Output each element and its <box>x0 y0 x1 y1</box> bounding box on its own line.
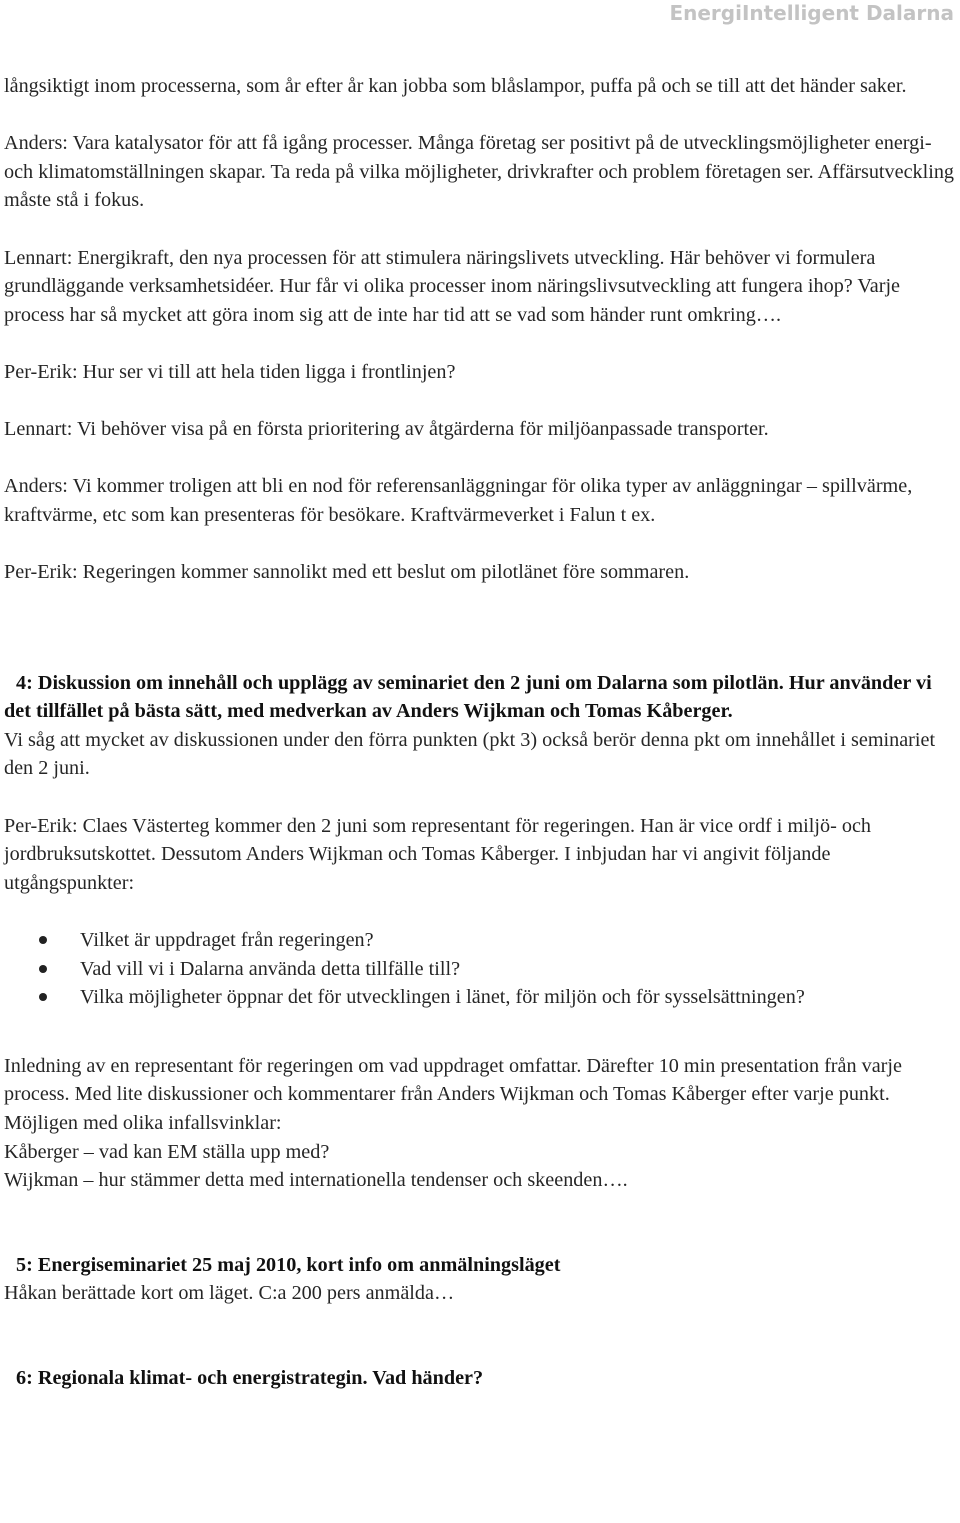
section-heading <box>4 1251 956 1280</box>
paragraph: Lennart: Energikraft, den nya processen för att stimulera näringslivets utveckling. Här behöver vi formulera grundläggande verksamhetsidéer. Hur får vi olika processer inom näringslivsutveckling att fungera ihop? Varje process har så mycket att göra inom sig att de inte har tid att se vad som händer runt omkring…. <box>4 246 901 326</box>
paragraph: långsiktigt inom processerna, som år efter år kan jobba som blåslampor, puffa på och se till att det händer saker. <box>4 75 907 97</box>
paragraph: Anders: Vi kommer troligen att bli en nod för referensanläggningar för olika typer av anläggningar – spillvärme, kraftvärme, etc som kan presenteras för besökare. Kraftvärmeverket i Falun t ex. <box>4 475 913 526</box>
section-heading <box>4 669 956 726</box>
list-item <box>4 926 956 955</box>
paragraph: Per-Erik: Regeringen kommer sannolikt med ett beslut om pilotlänet före sommaren. <box>4 561 690 584</box>
section-heading-text: 4: Diskussion om innehåll och upplägg av seminariet den 2 juni om Dalarna som pilotlän. Hur använder vi det tillfället på bästa sätt, med medverkan av Anders Wijkman och Tomas Kåberger. <box>4 671 932 723</box>
paragraph: Vi såg att mycket av diskussionen under den förra punkten (pkt 3) också berör denna pkt om innehållet i seminariet den 2 juni. <box>4 728 936 780</box>
list-item-text: Vad vill vi i Dalarna använda detta tillfälle till? <box>80 957 461 980</box>
bullet-icon <box>39 993 47 1001</box>
bullet-icon <box>39 965 47 973</box>
bullet-icon <box>39 936 47 944</box>
section-heading-text: 6: Regionala klimat- och energistrategin. Vad händer? <box>16 1366 484 1389</box>
section-heading <box>4 1364 956 1393</box>
section-heading-text: 5: Energiseminariet 25 maj 2010, kort info om anmälningsläget <box>16 1253 561 1276</box>
paragraph: Wijkman – hur stämmer detta med internationella tendenser och skeenden…. <box>4 1169 628 1192</box>
document-body <box>4 72 956 1393</box>
page-header-title: EnergiIntelligent Dalarna <box>669 1 954 25</box>
list-item-text: Vilka möjligheter öppnar det för utvecklingen i länet, för miljön och för sysselsättningen? <box>80 986 805 1009</box>
list-item <box>4 983 956 1012</box>
list-item-text: Vilket är uppdraget från regeringen? <box>80 929 374 952</box>
paragraph: Anders: Vara katalysator för att få igång processer. Många företag ser positivt på de utvecklingsmöjligheter energi- och klimatomställningen skapar. Ta reda på vilka möjligheter, drivkrafter och problem företagen ser. Affärsutveckling måste stå i fokus. <box>4 132 955 212</box>
paragraph: Lennart: Vi behöver visa på en första prioritering av åtgärderna för miljöanpassade transporter. <box>4 418 769 441</box>
paragraph: Inledning av en representant för regeringen om vad uppdraget omfattar. Därefter 10 min presentation från varje process. Med lite diskussioner och kommentarer från Anders Wijkman och Tomas Kåberger efter varje punkt. <box>4 1054 902 1106</box>
bullet-list <box>4 926 956 1012</box>
paragraph: Per-Erik: Claes Västerteg kommer den 2 juni som representant för regeringen. Han är vice ordf i miljö- och jordbruksutskottet. Dessutom Anders Wijkman och Tomas Kåberger. I inbjudan har vi angivit följande utgångspunkter: <box>4 814 872 894</box>
paragraph: Per-Erik: Hur ser vi till att hela tiden ligga i frontlinjen? <box>4 360 456 383</box>
paragraph: Håkan berättade kort om läget. C:a 200 pers anmälda… <box>4 1282 455 1305</box>
paragraph: Kåberger – vad kan EM ställa upp med? <box>4 1140 330 1163</box>
paragraph: Möjligen med olika infallsvinklar: <box>4 1112 282 1134</box>
list-item <box>4 955 956 984</box>
